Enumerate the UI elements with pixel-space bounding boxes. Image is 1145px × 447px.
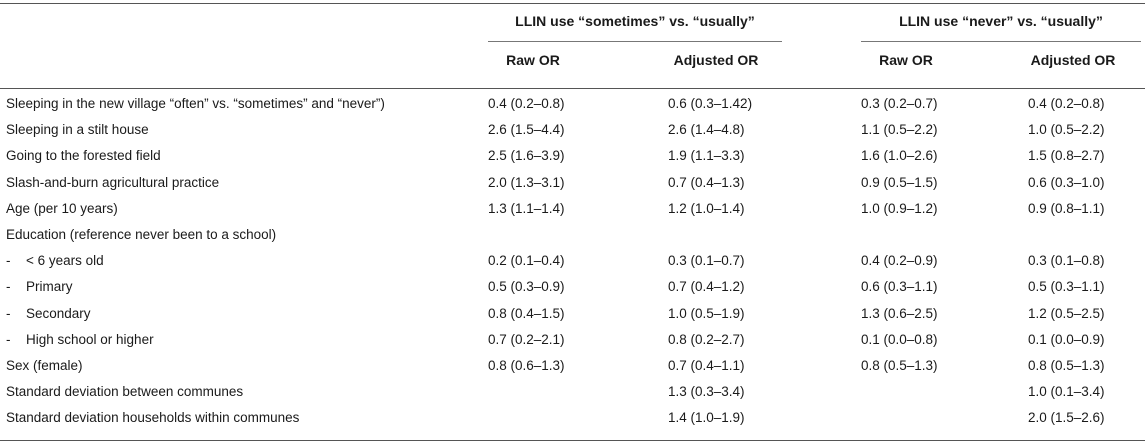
row-label-text: Sleeping in a stilt house — [6, 122, 149, 138]
adjusted-or-sometimes-cell: 0.7 (0.4–1.2) — [668, 279, 745, 295]
adjusted-or-sometimes-cell: 0.8 (0.2–2.7) — [668, 331, 745, 347]
row-label-text: Slash-and-burn agricultural practice — [6, 174, 220, 190]
raw-or-never-cell: 0.6 (0.3–1.1) — [861, 279, 938, 295]
row-label — [6, 379, 243, 405]
adjusted-or-never-cell: 0.1 (0.0–0.9) — [1028, 331, 1105, 347]
group-header-sometimes-vs-usually: LLIN use “sometimes” vs. “usually” — [515, 13, 755, 29]
raw-or-sometimes-cell: 0.8 (0.6–1.3) — [488, 358, 565, 373]
column-header-adjusted-or-2: Adjusted OR — [1030, 52, 1116, 68]
row-label — [6, 117, 149, 143]
table-row — [0, 327, 1145, 353]
row-label-text: Sleeping in the new village “often” vs. “sometimes” and “never”) — [6, 96, 385, 111]
table-row — [0, 274, 1145, 300]
adjusted-or-never-cell: 0.4 (0.2–0.8) — [1028, 96, 1105, 111]
row-label-text: Standard deviation between communes — [6, 384, 244, 400]
group1-span-rule — [488, 41, 782, 42]
raw-or-never-cell: 1.6 (1.0–2.6) — [861, 148, 938, 164]
raw-or-sometimes-cell: 0.7 (0.2–2.1) — [488, 331, 565, 347]
table-bottom-rule — [0, 440, 1145, 441]
row-label — [6, 143, 161, 169]
adjusted-or-never-cell: 0.8 (0.5–1.3) — [1028, 358, 1105, 373]
raw-or-sometimes-cell: 0.2 (0.1–0.4) — [488, 253, 565, 269]
column-header-adjusted-or-1: Adjusted OR — [673, 52, 759, 68]
raw-or-never-cell: 1.0 (0.9–1.2) — [861, 200, 938, 216]
table-row — [0, 117, 1145, 143]
row-label-text: Standard deviation households within communes — [6, 410, 300, 426]
table-row — [0, 248, 1145, 274]
group-header-never-vs-usually: LLIN use “never” vs. “usually” — [899, 13, 1103, 29]
raw-or-never-cell: 0.4 (0.2–0.9) — [861, 253, 938, 269]
row-label — [6, 327, 154, 353]
raw-or-never-cell: 0.1 (0.0–0.8) — [861, 331, 938, 347]
row-label — [6, 170, 219, 196]
row-label-text: < 6 years old — [26, 253, 104, 269]
adjusted-or-never-cell: 2.0 (1.5–2.6) — [1028, 410, 1105, 426]
adjusted-or-never-cell: 1.5 (0.8–2.7) — [1028, 148, 1105, 164]
table-row — [0, 91, 1145, 117]
row-label — [6, 274, 73, 300]
table-row — [0, 170, 1145, 196]
table-row — [0, 379, 1145, 405]
row-prefix-dash: - — [6, 253, 11, 269]
row-label-text: Education (reference never been to a school) — [6, 227, 277, 242]
raw-or-sometimes-cell: 0.4 (0.2–0.8) — [488, 96, 565, 111]
adjusted-or-sometimes-cell: 0.3 (0.1–0.7) — [668, 253, 745, 269]
raw-or-sometimes-cell: 0.8 (0.4–1.5) — [488, 305, 565, 321]
row-label — [6, 222, 276, 248]
row-label-text: Sex (female) — [6, 358, 83, 373]
adjusted-or-sometimes-cell: 2.6 (1.4–4.8) — [668, 122, 745, 138]
raw-or-sometimes-cell: 2.6 (1.5–4.4) — [488, 122, 565, 138]
raw-or-never-cell: 1.3 (0.6–2.5) — [861, 305, 938, 321]
row-label — [6, 91, 385, 117]
raw-or-sometimes-cell: 2.0 (1.3–3.1) — [488, 174, 565, 190]
adjusted-or-sometimes-cell: 0.6 (0.3–1.42) — [668, 96, 753, 111]
adjusted-or-never-cell: 0.6 (0.3–1.0) — [1028, 174, 1105, 190]
table-row — [0, 196, 1145, 222]
raw-or-sometimes-cell: 1.3 (1.1–1.4) — [488, 200, 565, 216]
adjusted-or-never-cell: 0.9 (0.8–1.1) — [1028, 200, 1105, 216]
raw-or-never-cell: 0.3 (0.2–0.7) — [861, 96, 938, 111]
adjusted-or-sometimes-cell: 1.0 (0.5–1.9) — [668, 305, 745, 321]
raw-or-sometimes-cell: 0.5 (0.3–0.9) — [488, 279, 565, 295]
row-prefix-dash: - — [6, 305, 11, 321]
group2-span-rule — [861, 41, 1141, 42]
adjusted-or-never-cell: 0.5 (0.3–1.1) — [1028, 279, 1105, 295]
row-label-text: Age (per 10 years) — [6, 200, 118, 216]
adjusted-or-sometimes-cell: 1.3 (0.3–3.4) — [668, 384, 745, 400]
header-bottom-rule — [0, 88, 1145, 89]
table-row — [0, 222, 1145, 248]
adjusted-or-never-cell: 1.2 (0.5–2.5) — [1028, 305, 1105, 321]
adjusted-or-never-cell: 0.3 (0.1–0.8) — [1028, 253, 1105, 269]
adjusted-or-sometimes-cell: 0.7 (0.4–1.3) — [668, 174, 745, 190]
column-header-raw-or-2: Raw OR — [879, 52, 933, 68]
table-row — [0, 301, 1145, 327]
row-label — [6, 301, 91, 327]
adjusted-or-sometimes-cell: 1.4 (1.0–1.9) — [668, 410, 745, 426]
adjusted-or-sometimes-cell: 0.7 (0.4–1.1) — [668, 358, 745, 373]
adjusted-or-sometimes-cell: 1.2 (1.0–1.4) — [668, 200, 745, 216]
raw-or-sometimes-cell: 2.5 (1.6–3.9) — [488, 148, 565, 164]
row-label — [6, 196, 118, 222]
row-label-text: Secondary — [26, 305, 91, 321]
row-label-text: Primary — [26, 279, 73, 295]
table-row — [0, 143, 1145, 169]
row-label — [6, 405, 299, 431]
raw-or-never-cell: 0.9 (0.5–1.5) — [861, 174, 938, 190]
row-label — [6, 353, 83, 379]
adjusted-or-never-cell: 1.0 (0.1–3.4) — [1028, 384, 1105, 400]
adjusted-or-never-cell: 1.0 (0.5–2.2) — [1028, 122, 1105, 138]
row-prefix-dash: - — [6, 279, 11, 295]
raw-or-never-cell: 1.1 (0.5–2.2) — [861, 122, 938, 138]
row-label-text: High school or higher — [26, 331, 154, 347]
raw-or-never-cell: 0.8 (0.5–1.3) — [861, 358, 938, 373]
table-row — [0, 353, 1145, 379]
column-header-raw-or-1: Raw OR — [506, 52, 560, 68]
table-top-rule — [0, 3, 1145, 4]
row-prefix-dash: - — [6, 331, 11, 347]
row-label — [6, 248, 104, 274]
row-label-text: Going to the forested field — [6, 148, 161, 164]
adjusted-or-sometimes-cell: 1.9 (1.1–3.3) — [668, 148, 745, 164]
table-row — [0, 405, 1145, 431]
